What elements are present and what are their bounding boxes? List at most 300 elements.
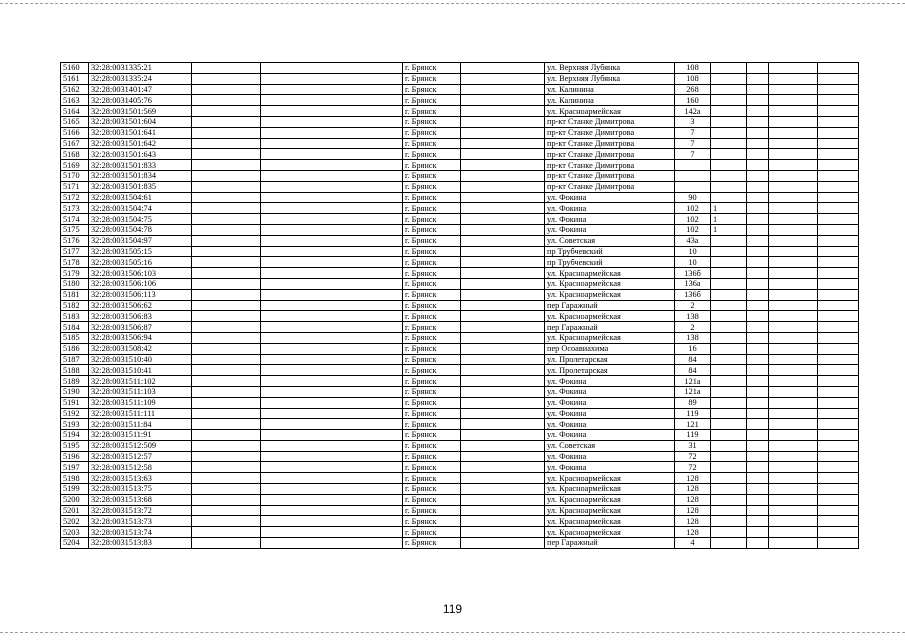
empty-cell	[747, 149, 769, 160]
empty-cell	[818, 397, 859, 408]
empty-cell	[818, 192, 859, 203]
row-number-cell: 5192	[61, 408, 89, 419]
house-number-cell: 142а	[675, 106, 711, 117]
empty-cell	[769, 354, 818, 365]
table-row	[61, 160, 859, 171]
empty-cell	[747, 516, 769, 527]
empty-cell	[769, 343, 818, 354]
cadastral-number-cell: 32:28:0031508:42	[89, 343, 192, 354]
cadastral-number-cell: 32:28:0031511:91	[89, 430, 192, 441]
empty-cell	[818, 408, 859, 419]
row-number-cell: 5168	[61, 149, 89, 160]
empty-cell	[192, 170, 261, 181]
empty-cell	[818, 462, 859, 473]
street-cell: ул. Красноармейская	[545, 106, 675, 117]
table-row	[61, 505, 859, 516]
cadastral-number-cell: 32:28:0031511:109	[89, 397, 192, 408]
street-cell: ул. Красноармейская	[545, 332, 675, 343]
register-table	[60, 62, 859, 549]
building-cell	[711, 376, 747, 387]
row-number-cell: 5201	[61, 505, 89, 516]
empty-cell	[747, 473, 769, 484]
house-number-cell: 160	[675, 95, 711, 106]
city-cell: г. Брянск	[403, 192, 461, 203]
cadastral-number-cell: 32:28:0031513:83	[89, 538, 192, 549]
empty-cell	[747, 451, 769, 462]
street-cell: пер Гаражный	[545, 538, 675, 549]
empty-cell	[461, 214, 545, 225]
street-cell: ул. Фокина	[545, 451, 675, 462]
row-number-cell: 5163	[61, 95, 89, 106]
house-number-cell: 108	[675, 73, 711, 84]
empty-cell	[747, 63, 769, 74]
house-number-cell: 119	[675, 408, 711, 419]
street-cell: ул. Фокина	[545, 203, 675, 214]
street-cell: ул. Фокина	[545, 430, 675, 441]
cadastral-number-cell: 32:28:0031504:74	[89, 203, 192, 214]
cadastral-number-cell: 32:28:0031335:21	[89, 63, 192, 74]
empty-cell	[769, 430, 818, 441]
empty-cell	[769, 300, 818, 311]
row-number-cell: 5204	[61, 538, 89, 549]
table-row	[61, 116, 859, 127]
empty-cell	[192, 430, 261, 441]
cadastral-number-cell: 32:28:0031513:72	[89, 505, 192, 516]
building-cell	[711, 311, 747, 322]
row-number-cell: 5188	[61, 365, 89, 376]
row-number-cell: 5161	[61, 73, 89, 84]
empty-cell	[769, 214, 818, 225]
cadastral-number-cell: 32:28:0031506:62	[89, 300, 192, 311]
empty-cell	[261, 365, 403, 376]
building-cell	[711, 473, 747, 484]
empty-cell	[747, 322, 769, 333]
city-cell: г. Брянск	[403, 300, 461, 311]
street-cell: ул. Красноармейская	[545, 278, 675, 289]
table-row	[61, 376, 859, 387]
empty-cell	[769, 235, 818, 246]
building-cell	[711, 397, 747, 408]
empty-cell	[461, 451, 545, 462]
cadastral-number-cell: 32:28:0031501:833	[89, 160, 192, 171]
house-number-cell: 136б	[675, 289, 711, 300]
street-cell: ул. Красноармейская	[545, 494, 675, 505]
row-number-cell: 5185	[61, 332, 89, 343]
house-number-cell: 128	[675, 473, 711, 484]
bottom-scan-edge	[0, 632, 905, 633]
empty-cell	[769, 484, 818, 495]
building-cell	[711, 170, 747, 181]
table-row	[61, 462, 859, 473]
city-cell: г. Брянск	[403, 527, 461, 538]
empty-cell	[747, 116, 769, 127]
empty-cell	[461, 440, 545, 451]
row-number-cell: 5195	[61, 440, 89, 451]
empty-cell	[818, 84, 859, 95]
table-row	[61, 181, 859, 192]
empty-cell	[461, 527, 545, 538]
empty-cell	[818, 235, 859, 246]
building-cell	[711, 462, 747, 473]
empty-cell	[747, 386, 769, 397]
building-cell	[711, 538, 747, 549]
table-row	[61, 322, 859, 333]
house-number-cell: 31	[675, 440, 711, 451]
empty-cell	[261, 170, 403, 181]
row-number-cell: 5196	[61, 451, 89, 462]
building-cell	[711, 332, 747, 343]
street-cell: ул. Красноармейская	[545, 289, 675, 300]
empty-cell	[818, 376, 859, 387]
table-row	[61, 214, 859, 225]
house-number-cell: 4	[675, 538, 711, 549]
cadastral-number-cell: 32:28:0031504:78	[89, 224, 192, 235]
house-number-cell: 108	[675, 63, 711, 74]
empty-cell	[461, 376, 545, 387]
empty-cell	[769, 516, 818, 527]
empty-cell	[818, 106, 859, 117]
empty-cell	[261, 84, 403, 95]
table-row	[61, 246, 859, 257]
empty-cell	[747, 84, 769, 95]
empty-cell	[818, 430, 859, 441]
empty-cell	[261, 505, 403, 516]
house-number-cell: 72	[675, 462, 711, 473]
empty-cell	[461, 322, 545, 333]
empty-cell	[818, 516, 859, 527]
building-cell	[711, 278, 747, 289]
building-cell	[711, 354, 747, 365]
row-number-cell: 5197	[61, 462, 89, 473]
empty-cell	[747, 192, 769, 203]
row-number-cell: 5184	[61, 322, 89, 333]
empty-cell	[192, 354, 261, 365]
street-cell: пр Трубчевский	[545, 257, 675, 268]
house-number-cell: 128	[675, 494, 711, 505]
table-row	[61, 408, 859, 419]
street-cell: пр-кт Станке Димитрова	[545, 116, 675, 127]
street-cell: ул. Красноармейская	[545, 473, 675, 484]
cadastral-number-cell: 32:28:0031511:103	[89, 386, 192, 397]
city-cell: г. Брянск	[403, 170, 461, 181]
city-cell: г. Брянск	[403, 289, 461, 300]
street-cell: ул. Красноармейская	[545, 268, 675, 279]
row-number-cell: 5167	[61, 138, 89, 149]
empty-cell	[769, 322, 818, 333]
row-number-cell: 5190	[61, 386, 89, 397]
row-number-cell: 5198	[61, 473, 89, 484]
empty-cell	[192, 203, 261, 214]
street-cell: ул. Фокина	[545, 462, 675, 473]
empty-cell	[461, 289, 545, 300]
street-cell: ул. Фокина	[545, 408, 675, 419]
empty-cell	[461, 149, 545, 160]
empty-cell	[192, 505, 261, 516]
cadastral-number-cell: 32:28:0031501:641	[89, 127, 192, 138]
house-number-cell: 102	[675, 214, 711, 225]
empty-cell	[461, 181, 545, 192]
empty-cell	[192, 376, 261, 387]
house-number-cell: 84	[675, 365, 711, 376]
empty-cell	[261, 332, 403, 343]
building-cell	[711, 235, 747, 246]
table-row	[61, 386, 859, 397]
row-number-cell: 5175	[61, 224, 89, 235]
empty-cell	[261, 278, 403, 289]
empty-cell	[747, 203, 769, 214]
empty-cell	[461, 160, 545, 171]
empty-cell	[747, 278, 769, 289]
empty-cell	[461, 354, 545, 365]
empty-cell	[192, 181, 261, 192]
empty-cell	[818, 343, 859, 354]
empty-cell	[461, 386, 545, 397]
row-number-cell: 5176	[61, 235, 89, 246]
row-number-cell: 5200	[61, 494, 89, 505]
house-number-cell: 2	[675, 322, 711, 333]
building-cell	[711, 440, 747, 451]
building-cell	[711, 246, 747, 257]
empty-cell	[769, 160, 818, 171]
empty-cell	[192, 149, 261, 160]
building-cell	[711, 95, 747, 106]
empty-cell	[192, 408, 261, 419]
empty-cell	[747, 73, 769, 84]
empty-cell	[818, 160, 859, 171]
empty-cell	[818, 95, 859, 106]
street-cell: ул. Фокина	[545, 376, 675, 387]
empty-cell	[818, 440, 859, 451]
empty-cell	[747, 268, 769, 279]
row-number-cell: 5183	[61, 311, 89, 322]
house-number-cell: 7	[675, 149, 711, 160]
row-number-cell: 5203	[61, 527, 89, 538]
empty-cell	[769, 440, 818, 451]
empty-cell	[192, 462, 261, 473]
empty-cell	[261, 484, 403, 495]
empty-cell	[261, 300, 403, 311]
empty-cell	[818, 214, 859, 225]
empty-cell	[192, 63, 261, 74]
empty-cell	[818, 494, 859, 505]
empty-cell	[461, 192, 545, 203]
table-row	[61, 538, 859, 549]
empty-cell	[192, 332, 261, 343]
empty-cell	[769, 289, 818, 300]
empty-cell	[747, 527, 769, 538]
row-number-cell: 5171	[61, 181, 89, 192]
row-number-cell: 5180	[61, 278, 89, 289]
empty-cell	[769, 257, 818, 268]
cadastral-number-cell: 32:28:0031506:94	[89, 332, 192, 343]
empty-cell	[818, 203, 859, 214]
house-number-cell: 72	[675, 451, 711, 462]
city-cell: г. Брянск	[403, 63, 461, 74]
empty-cell	[818, 224, 859, 235]
street-cell: ул. Верхняя Лубянка	[545, 63, 675, 74]
table-row	[61, 289, 859, 300]
city-cell: г. Брянск	[403, 397, 461, 408]
cadastral-number-cell: 32:28:0031505:16	[89, 257, 192, 268]
row-number-cell: 5189	[61, 376, 89, 387]
empty-cell	[261, 527, 403, 538]
empty-cell	[461, 505, 545, 516]
table-row	[61, 127, 859, 138]
city-cell: г. Брянск	[403, 116, 461, 127]
house-number-cell: 121а	[675, 386, 711, 397]
empty-cell	[192, 516, 261, 527]
row-number-cell: 5164	[61, 106, 89, 117]
empty-cell	[461, 365, 545, 376]
empty-cell	[747, 300, 769, 311]
city-cell: г. Брянск	[403, 376, 461, 387]
empty-cell	[818, 257, 859, 268]
table-row	[61, 451, 859, 462]
empty-cell	[769, 203, 818, 214]
cadastral-number-cell: 32:28:0031501:604	[89, 116, 192, 127]
table-row	[61, 192, 859, 203]
table-row	[61, 203, 859, 214]
empty-cell	[769, 365, 818, 376]
empty-cell	[769, 246, 818, 257]
empty-cell	[461, 462, 545, 473]
city-cell: г. Брянск	[403, 494, 461, 505]
table-row	[61, 430, 859, 441]
city-cell: г. Брянск	[403, 332, 461, 343]
building-cell	[711, 516, 747, 527]
empty-cell	[261, 224, 403, 235]
cadastral-number-cell: 32:28:0031501:643	[89, 149, 192, 160]
table-row	[61, 494, 859, 505]
cadastral-number-cell: 32:28:0031512:57	[89, 451, 192, 462]
city-cell: г. Брянск	[403, 430, 461, 441]
row-number-cell: 5173	[61, 203, 89, 214]
empty-cell	[747, 246, 769, 257]
empty-cell	[261, 214, 403, 225]
empty-cell	[818, 386, 859, 397]
city-cell: г. Брянск	[403, 516, 461, 527]
empty-cell	[747, 538, 769, 549]
empty-cell	[192, 95, 261, 106]
house-number-cell: 102	[675, 224, 711, 235]
empty-cell	[192, 473, 261, 484]
cadastral-number-cell: 32:28:0031513:63	[89, 473, 192, 484]
empty-cell	[261, 63, 403, 74]
building-cell	[711, 127, 747, 138]
table-row	[61, 311, 859, 322]
empty-cell	[261, 246, 403, 257]
house-number-cell: 138	[675, 311, 711, 322]
empty-cell	[747, 224, 769, 235]
row-number-cell: 5162	[61, 84, 89, 95]
empty-cell	[261, 160, 403, 171]
row-number-cell: 5177	[61, 246, 89, 257]
building-cell	[711, 451, 747, 462]
empty-cell	[769, 268, 818, 279]
city-cell: г. Брянск	[403, 440, 461, 451]
empty-cell	[818, 538, 859, 549]
cadastral-number-cell: 32:28:0031513:73	[89, 516, 192, 527]
row-number-cell: 5181	[61, 289, 89, 300]
house-number-cell: 7	[675, 138, 711, 149]
empty-cell	[261, 451, 403, 462]
city-cell: г. Брянск	[403, 127, 461, 138]
empty-cell	[769, 397, 818, 408]
empty-cell	[818, 484, 859, 495]
house-number-cell: 84	[675, 354, 711, 365]
building-cell: 1	[711, 224, 747, 235]
street-cell: ул. Фокина	[545, 397, 675, 408]
empty-cell	[461, 246, 545, 257]
empty-cell	[818, 289, 859, 300]
empty-cell	[192, 246, 261, 257]
house-number-cell: 136б	[675, 268, 711, 279]
city-cell: г. Брянск	[403, 268, 461, 279]
empty-cell	[461, 235, 545, 246]
building-cell	[711, 408, 747, 419]
city-cell: г. Брянск	[403, 354, 461, 365]
street-cell: ул. Калинина	[545, 95, 675, 106]
empty-cell	[769, 332, 818, 343]
row-number-cell: 5160	[61, 63, 89, 74]
table-row	[61, 484, 859, 495]
cadastral-number-cell: 32:28:0031513:74	[89, 527, 192, 538]
empty-cell	[818, 354, 859, 365]
table-row	[61, 278, 859, 289]
empty-cell	[261, 116, 403, 127]
empty-cell	[192, 127, 261, 138]
empty-cell	[461, 300, 545, 311]
house-number-cell: 128	[675, 484, 711, 495]
empty-cell	[461, 408, 545, 419]
table-row	[61, 397, 859, 408]
empty-cell	[461, 106, 545, 117]
empty-cell	[261, 538, 403, 549]
empty-cell	[769, 106, 818, 117]
empty-cell	[769, 419, 818, 430]
house-number-cell: 10	[675, 257, 711, 268]
building-cell	[711, 365, 747, 376]
empty-cell	[192, 116, 261, 127]
empty-cell	[747, 397, 769, 408]
cadastral-number-cell: 32:28:0031506:103	[89, 268, 192, 279]
table-row	[61, 235, 859, 246]
empty-cell	[461, 419, 545, 430]
row-number-cell: 5166	[61, 127, 89, 138]
empty-cell	[192, 311, 261, 322]
row-number-cell: 5179	[61, 268, 89, 279]
city-cell: г. Брянск	[403, 451, 461, 462]
city-cell: г. Брянск	[403, 462, 461, 473]
empty-cell	[769, 462, 818, 473]
city-cell: г. Брянск	[403, 322, 461, 333]
empty-cell	[747, 430, 769, 441]
street-cell: ул. Красноармейская	[545, 516, 675, 527]
row-number-cell: 5182	[61, 300, 89, 311]
building-cell	[711, 419, 747, 430]
row-number-cell: 5169	[61, 160, 89, 171]
house-number-cell: 2	[675, 300, 711, 311]
row-number-cell: 5199	[61, 484, 89, 495]
empty-cell	[192, 440, 261, 451]
row-number-cell: 5170	[61, 170, 89, 181]
street-cell: ул. Пролетарская	[545, 354, 675, 365]
empty-cell	[747, 95, 769, 106]
row-number-cell: 5187	[61, 354, 89, 365]
empty-cell	[192, 235, 261, 246]
empty-cell	[461, 268, 545, 279]
empty-cell	[261, 354, 403, 365]
